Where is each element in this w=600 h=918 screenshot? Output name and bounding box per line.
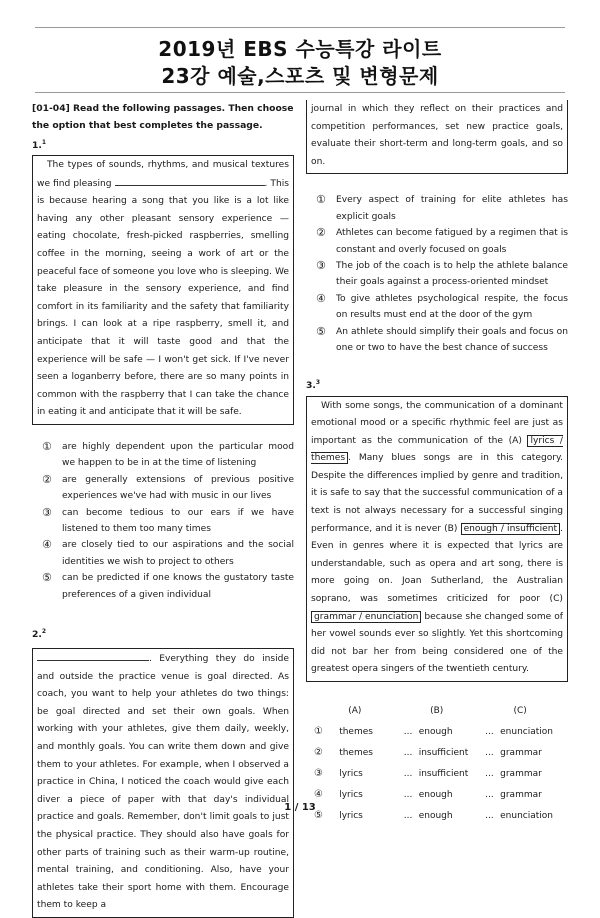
option-number: ① — [316, 193, 326, 207]
header-b: (B) — [430, 705, 444, 716]
answer-number: ② — [314, 746, 323, 758]
answer-row[interactable] — [306, 742, 568, 763]
option-text: Every aspect of training for elite athletes has explicit goals — [336, 195, 568, 222]
option-text: can become tedious to our ears if we have listened to them too many times — [62, 507, 294, 534]
question-3-passage: With some songs, the communication of a dominant emotional mood or a specific rhythmic feel are just as important as the communication of the (A) lyrics / themes . Many blues songs are in this category. Despite the differences implied by genre and tradition, it is safe to say that the successful communication of a text is not always necessary for a successful singing performance, and it is never (B) enough / insufficient . Even in genres where it is expected that lyrics are understandable, such as opera and art song, there is more going on. Joan Sutherland, the Australian soprano, was sometimes criticized for poor (C) grammar / enunciation because she changed some of her vowel sounds ever so slightly. Yet this shortcoming did not bar her from being considered one of the greatest opera singers of the twentieth century. — [306, 396, 568, 683]
answer-number: ③ — [314, 767, 323, 779]
answer-number: ④ — [314, 788, 323, 800]
option-text: An athlete should simplify their goals and focus on one or two to have the best chance of success — [336, 326, 568, 354]
question-1-options — [32, 439, 294, 603]
separator-dots: ... — [485, 747, 494, 758]
answer-a: lyrics — [339, 768, 363, 779]
answer-a: themes — [339, 747, 373, 758]
option-text: The job of the coach is to help the athlete balance their goals against a process-oriented mindset — [336, 261, 568, 288]
answer-b: enough — [418, 789, 453, 800]
answer-b: insufficient — [418, 747, 469, 758]
separator-dots: ... — [403, 789, 413, 800]
option-number: ④ — [42, 538, 52, 552]
option-item[interactable] — [42, 472, 294, 505]
answer-blank — [37, 650, 149, 661]
answer-row[interactable] — [306, 763, 568, 784]
choice-box-a: lyrics / themes — [311, 435, 563, 464]
option-item[interactable] — [42, 570, 294, 603]
page-title-line1: 2019년 EBS 수능특강 라이트 — [158, 37, 442, 61]
answer-a: lyrics — [339, 810, 363, 821]
option-text: Athletes can become fatigued by a regimen that is constant and overly focused on goals — [336, 228, 568, 255]
answer-b: insufficient — [418, 768, 469, 779]
answer-c: grammar — [500, 789, 542, 800]
option-number: ⑤ — [316, 324, 326, 338]
option-number: ② — [42, 472, 52, 486]
question-2-passage-continued: journal in which they reflect on their practices and competition performances, set new practice goals, evaluate their short-term and long-term goals, and so on. — [306, 100, 568, 174]
separator-dots: ... — [485, 810, 494, 821]
option-number: ③ — [42, 505, 52, 519]
page-title-line2: 23강 예술,스포츠 및 변형문제 — [161, 64, 439, 88]
separator-dots: ... — [403, 747, 413, 758]
separator-dots: ... — [403, 768, 413, 779]
option-item[interactable] — [316, 291, 568, 324]
option-number: ⑤ — [42, 571, 52, 585]
option-text: can be predicted if one knows the gustatory taste preferences of a given individual — [62, 573, 294, 600]
page-number: 1 / 13 — [284, 802, 316, 813]
question-2-options — [306, 192, 568, 356]
left-column — [32, 100, 294, 918]
question-2-number: 2.$^2$ — [32, 628, 47, 641]
answer-row[interactable] — [306, 721, 568, 742]
separator-dots: ... — [485, 768, 494, 779]
right-column — [306, 100, 568, 826]
option-item[interactable] — [42, 505, 294, 538]
top-rule — [35, 27, 565, 28]
choice-box-b: enough / insufficient — [461, 523, 561, 535]
option-number: ④ — [316, 291, 326, 305]
option-item[interactable] — [316, 324, 568, 357]
option-text: To give athletes psychological respite, the focus on results must end at the door of the gym — [336, 293, 568, 321]
option-text: are generally extensions of previous positive experiences we've had with music in our lives — [62, 474, 294, 502]
separator-dots: ... — [403, 810, 413, 821]
answer-b: enough — [418, 726, 453, 737]
answer-c: enunciation — [500, 726, 553, 737]
option-number: ① — [42, 439, 52, 453]
answer-c: enunciation — [500, 810, 553, 821]
option-number: ③ — [316, 259, 326, 272]
separator-dots: ... — [485, 789, 494, 800]
question-1-number: 1.$^1$ — [32, 139, 47, 152]
option-text: are highly dependent upon the particular mood we happen to be in at the time of listening — [62, 441, 294, 469]
question-1-passage: The types of sounds, rhythms, and musical textures we find pleasing . This is because hearing a song that you like is a lot like having any other pleasant sensory experience — eating chocolate, fresh-picked raspberries, smelling coffee in the morning, seeing a work of art or the peaceful face of someone you love who is sleeping. We take pleasure in the sensory experience, and find comfort in its familiarity and the safety that familiarity brings. I can look at a ripe raspberry, smell it, and anticipate that it will taste good and that the experience will be safe — I won't get sick. If I've never seen a loganberry before, there are so many points in common with the raspberry that I can take the chance in eating it and anticipate that it will be safe. — [32, 155, 294, 425]
answer-c: grammar — [500, 768, 542, 779]
option-item[interactable] — [42, 439, 294, 472]
answer-a: lyrics — [339, 789, 363, 800]
question-2-passage: . Everything they do inside and outside the practice venue is goal directed. As coach, you want to help your athletes do two things: be goal directed and set their own goals. When working with your athletes, give them daily, weekly, and monthly goals. You can write them down and give them to your athletes. For example, when I observed a practice in China, I noticed the coach would give each diver a piece of paper with that day's individual practice and goals. Remember, don't limit goals to just the physical practice. They should also have goals for other parts of training such as their warm-up routine, mental training, and conditioning. Also, have your athletes take their sport home with them. Encourage them to keep a — [32, 648, 294, 918]
option-item[interactable] — [316, 192, 568, 225]
question-3-number: 3.$^3$ — [306, 379, 321, 392]
answer-c: grammar — [500, 747, 542, 758]
separator-dots: ... — [403, 726, 413, 737]
option-number: ② — [316, 226, 326, 240]
option-item[interactable] — [316, 225, 568, 258]
instruction-text: [01-04] Read the following passages. Then choose the option that best completes the passage. — [32, 103, 294, 131]
option-item[interactable] — [316, 258, 568, 291]
option-text: are closely tied to our aspirations and the social identities we wish to project to others — [62, 540, 294, 567]
option-item[interactable] — [42, 537, 294, 570]
choice-box-c: grammar / enunciation — [311, 611, 421, 623]
header-c: (C) — [513, 705, 527, 716]
answer-b: enough — [418, 810, 453, 821]
answer-blank — [115, 175, 265, 186]
answer-a: themes — [339, 726, 373, 737]
title-bottom-rule — [35, 92, 565, 93]
answer-table-header — [306, 700, 568, 721]
answer-number: ⑤ — [314, 809, 323, 821]
separator-dots: ... — [485, 726, 494, 737]
header-a: (A) — [348, 705, 362, 716]
answer-number: ① — [314, 725, 323, 737]
